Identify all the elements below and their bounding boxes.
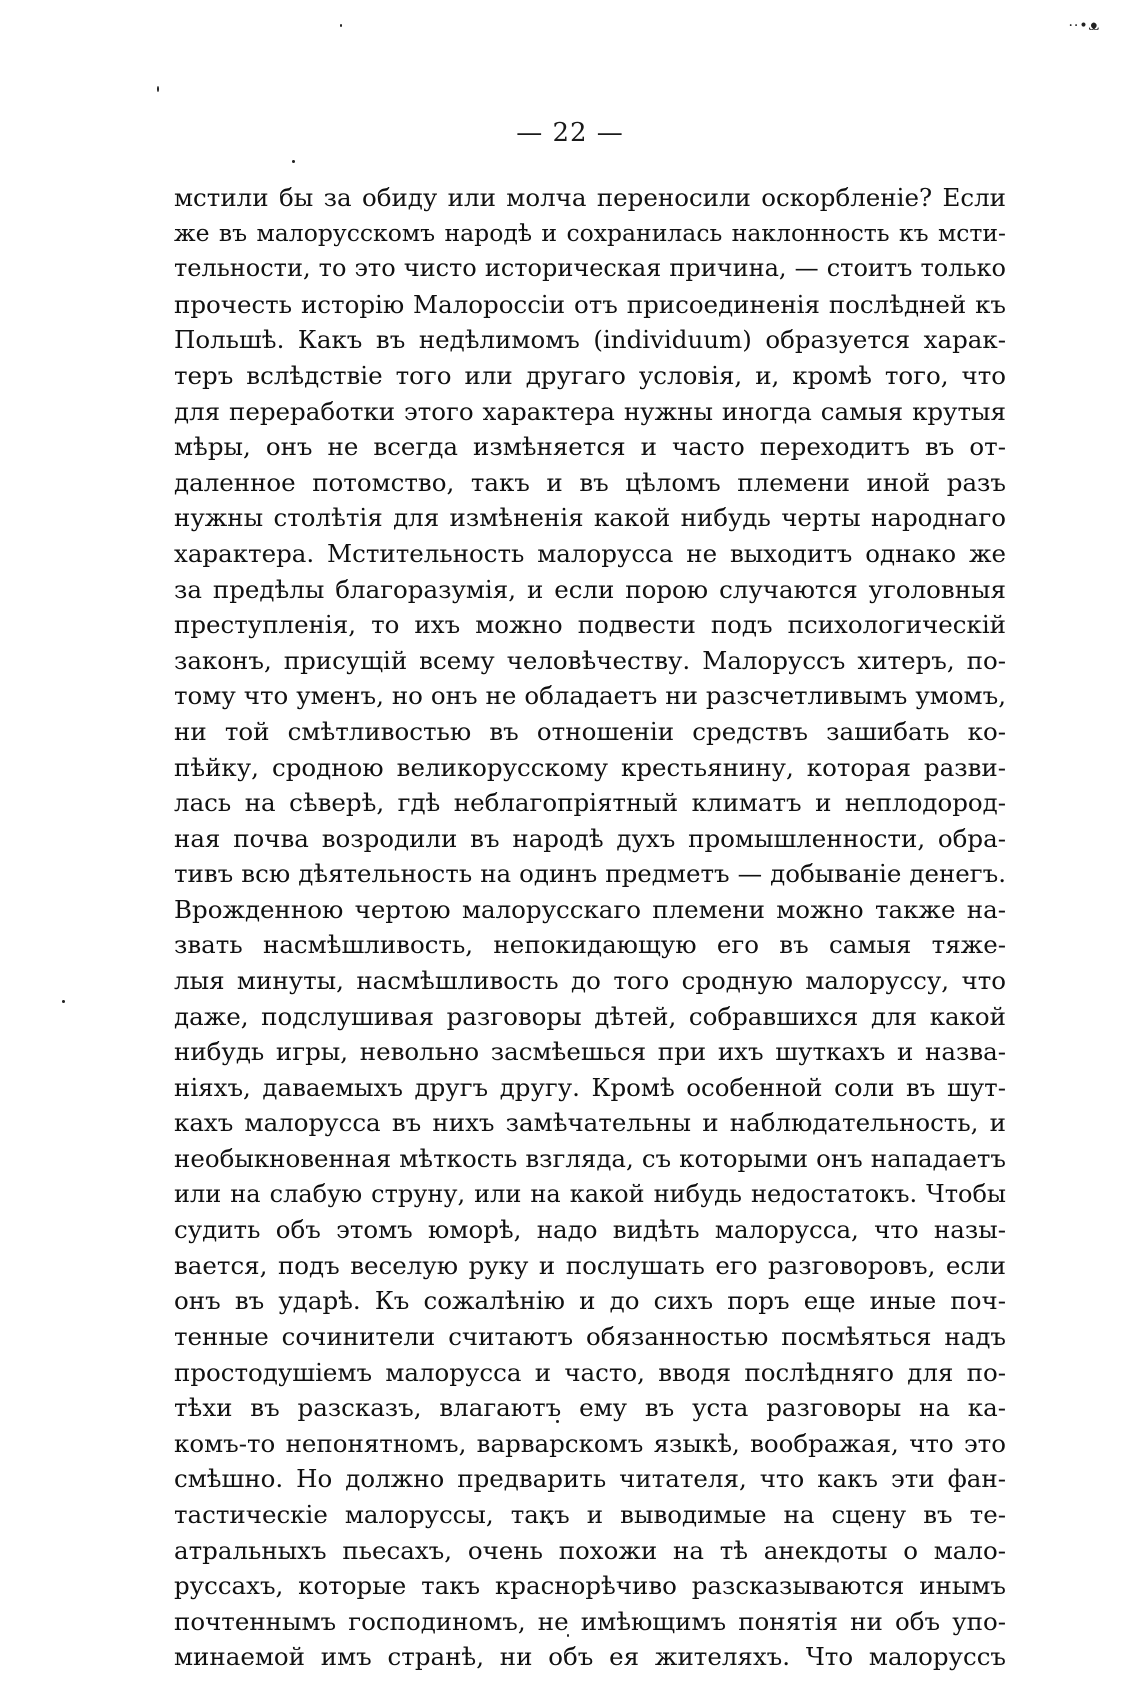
text-line: даже, подслушивая разговоры дѣтей, собравшихся для какой — [174, 1001, 1006, 1031]
scan-speck — [292, 160, 295, 163]
page-number: — 22 — — [516, 118, 624, 148]
text-line: тивъ всю дѣятельность на одинъ предметъ — добываніе денегъ. — [174, 859, 1006, 889]
text-line: атральныхъ пьесахъ, очень похожи на тѣ анекдоты о мало- — [174, 1535, 1006, 1565]
text-line: тѣхи въ разсказъ, влагаютъ ему въ уста разговоры на ка- — [174, 1393, 1006, 1423]
text-line: теръ вслѣдствіе того или другаго условія, и, кромѣ того, что — [174, 360, 1006, 390]
text-line: пѣйку, сродною великорусскому крестьянину, которая разви- — [174, 752, 1006, 782]
text-line: ніяхъ, даваемыхъ другъ другу. Кромѣ особенной соли въ шут- — [174, 1072, 1006, 1102]
text-line: лыя минуты, насмѣшливость до того сродную малоруссу, что — [174, 966, 1006, 996]
text-line: минаемой имъ странѣ, ни объ ея жителяхъ. Что малоруссъ — [174, 1642, 1006, 1672]
text-line: ни той смѣтливостью въ отношеніи средствъ зашибать ко- — [174, 716, 1006, 746]
text-line: необыкновенная мѣткость взгляда, съ которыми онъ нападаетъ — [174, 1144, 1006, 1174]
text-line: ная почва возродили въ народѣ духъ промышленности, обра- — [174, 823, 1006, 853]
text-line: Врожденною чертою малорусскаго племени можно также на- — [174, 894, 1006, 924]
scan-speck — [340, 24, 342, 27]
text-line: лась на сѣверѣ, гдѣ неблагопріятный климатъ и неплодород- — [174, 788, 1006, 818]
text-line: же въ малорусскомъ народѣ и сохранилась наклонность къ мсти- — [174, 218, 1006, 247]
text-line: мѣры, онъ не всегда измѣняется и часто переходитъ въ от- — [174, 432, 1006, 462]
text-line: звать насмѣшливость, непокидающую его въ самыя тяже- — [174, 930, 1006, 960]
text-line: онъ въ ударѣ. Къ сожалѣнію и до сихъ поръ еще иные поч- — [174, 1286, 1006, 1316]
text-line: руссахъ, которые такъ краснорѣчиво разсказываются инымъ — [174, 1571, 1006, 1601]
text-line: смѣшно. Но должно предварить читателя, что какъ эти фан- — [174, 1464, 1006, 1494]
text-line: прочесть исторію Малороссіи отъ присоединенія послѣдней къ — [174, 289, 1006, 319]
text-line: почтеннымъ господиномъ, не имѣющимъ понятія ни объ упо- — [174, 1606, 1006, 1636]
scan-speck — [157, 86, 159, 92]
text-line: характера. Мстительность малорусса не выходитъ однако же — [174, 538, 1006, 568]
text-line: законъ, присущій всему человѣчеству. Малоруссъ хитеръ, по- — [174, 645, 1006, 675]
text-line: тастическіе малоруссы, такъ и выводимые на сцену въ те- — [174, 1499, 1006, 1529]
text-line: Польшѣ. Какъ въ недѣлимомъ (individuum) образуется харак- — [174, 325, 1006, 355]
text-line: тенные сочинители считаютъ обязанностью посмѣяться надъ — [174, 1322, 1006, 1351]
text-line: нибудь игры, невольно засмѣешься при ихъ шуткахъ и назва- — [174, 1037, 1006, 1067]
text-line: вается, подъ веселую руку и послушать его разговоровъ, если — [174, 1250, 1006, 1280]
text-line: тельности, то это чисто историческая причина, — стоитъ только — [174, 254, 1006, 283]
text-line: тому что уменъ, но онъ не обладаетъ ни разсчетливымъ умомъ, — [174, 681, 1006, 711]
text-line: кахъ малорусса въ нихъ замѣчательны и наблюдательность, и — [174, 1108, 1006, 1138]
text-line: мстили бы за обиду или молча переносили оскорбленіе? Если — [174, 183, 1006, 212]
text-line: даленное потомство, такъ и въ цѣломъ племени иной разъ — [174, 467, 1006, 497]
text-line: нужны столѣтія для измѣненія какой нибудь черты народнаго — [174, 503, 1006, 533]
text-line: комъ-то непонятномъ, варварскомъ языкѣ, воображая, что это — [174, 1428, 1006, 1458]
body-text — [174, 180, 1006, 1675]
text-line: за предѣлы благоразумія, и если порою случаются уголовныя — [174, 574, 1006, 604]
text-line: или на слабую струну, или на какой нибудь недостатокъ. Чтобы — [174, 1179, 1006, 1208]
scan-speck — [62, 1000, 65, 1003]
text-line: простодушіемъ малорусса и часто, вводя послѣдняго для по- — [174, 1357, 1006, 1387]
text-line: преступленія, то ихъ можно подвести подъ психологическій — [174, 610, 1006, 640]
text-line: судить объ этомъ юморѣ, надо видѣть малорусса, что назы- — [174, 1215, 1006, 1245]
corner-scan-mark: ··•ᴥ — [1068, 18, 1100, 34]
text-line: для переработки этого характера нужны иногда самыя крутыя — [174, 396, 1006, 426]
